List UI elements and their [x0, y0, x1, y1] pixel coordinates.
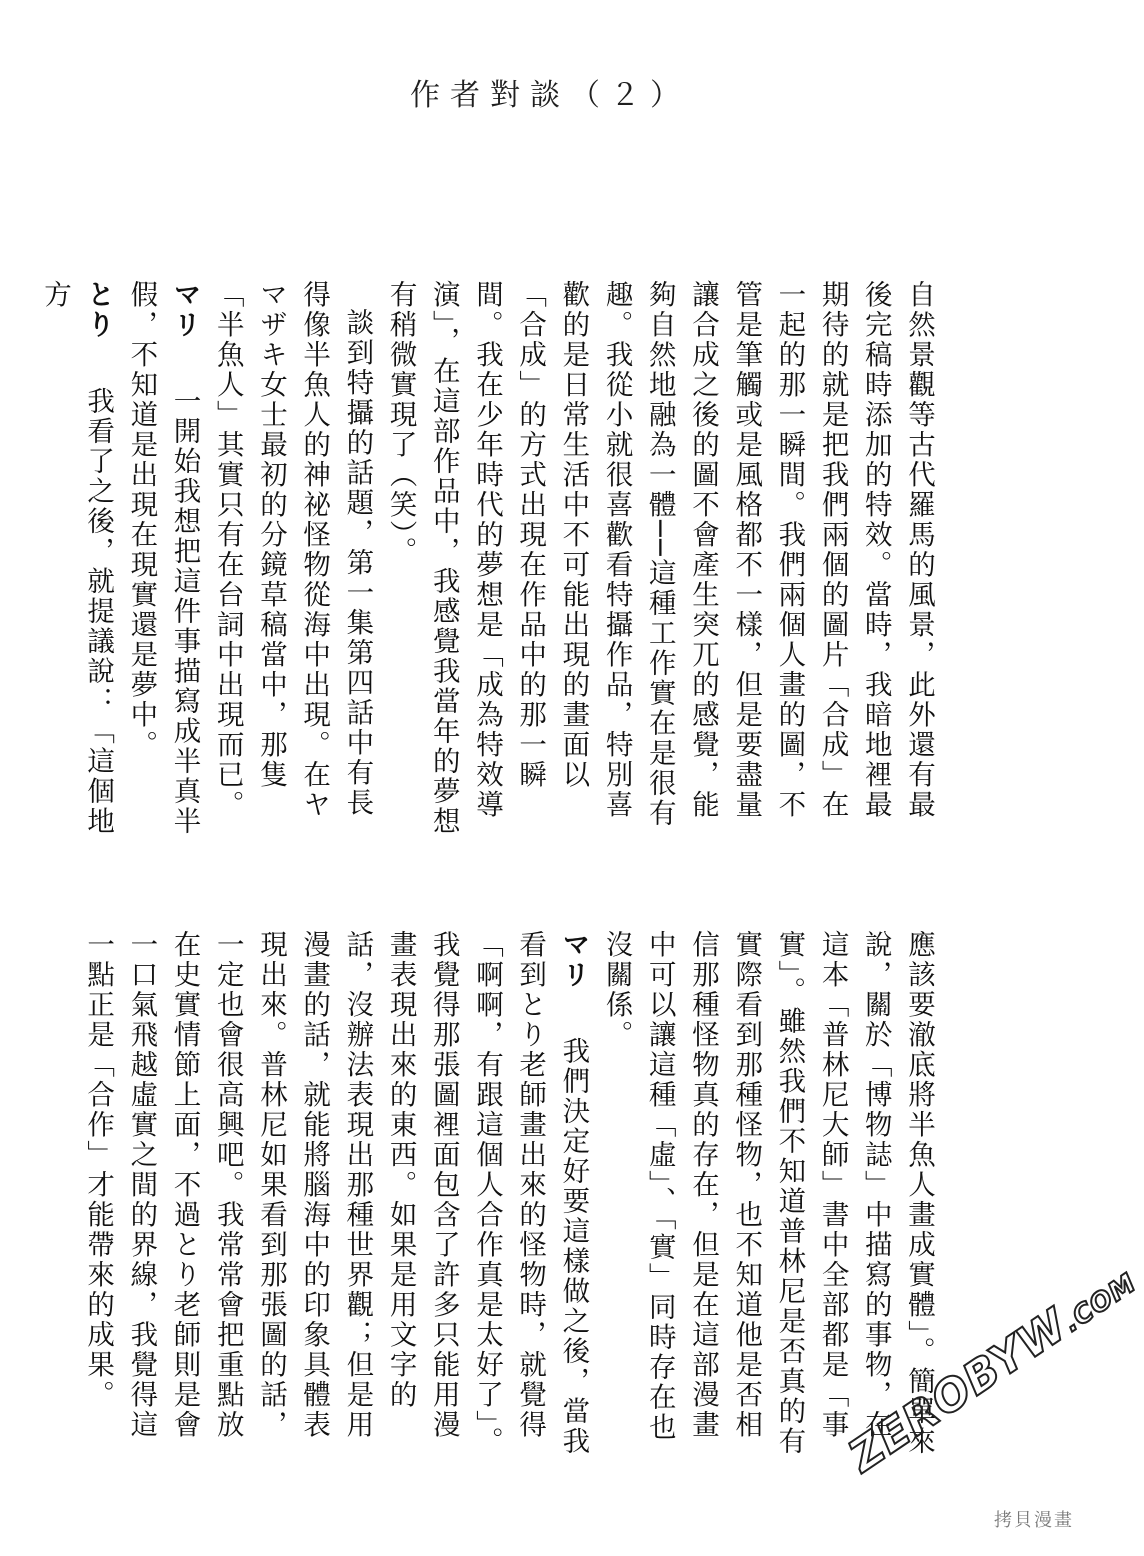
speaker-paragraph	[119, 280, 205, 840]
watermark-suffix: .COM	[1058, 1268, 1143, 1339]
paragraph: 自然景觀等古代羅馬的風景，此外還有最後完稿時添加的特效。當時，我暗地裡最期待的就是把我們兩個的圖片「合成」在一起的那一瞬間。我們兩個人畫的圖，不管是筆觸或是風格都不一樣，但是要盡量讓合成之後的圖不會產生突兀的感覺，能夠自然地融為一體──這種工作實在是很有趣。我從小就很喜歡看特攝作品，特別喜歡的是日常生活中不可能出現的畫面以「合成」的方式出現在作品中的那一瞬間。我在少年時代的夢想是「成為特效導演」，在這部作品中，我感覺我當年的夢想有稍微實現了（笑）。	[384, 280, 935, 837]
speaker-text: 我們決定好要這樣做之後，當我看到とり老師畫出來的怪物時，就覺得「啊啊，有跟這個人合作真是太好了」。我覺得那張圖裡面包含了許多只能用漫畫表現出來的東西。如果是用文字的話，沒辦法表現出那種世界觀；但是用漫畫的話，就能將腦海中的印象具體表現出來。普林尼如果看到那張圖的話，一定也會很高興吧。我常常會把重點放在史實情節上面，不過とり老師則是會一口氣飛越虛實之間的界線，我覺得這一點正是「合作」才能帶來的成果。	[82, 930, 590, 1457]
speaker-label: マリ	[168, 280, 201, 340]
speaker-text: 我看了之後，就提議說：「這個地方	[38, 280, 115, 837]
speaker-label: とり	[82, 280, 115, 340]
corner-watermark: 拷貝漫畫	[994, 1510, 1074, 1531]
speaker-paragraph	[76, 930, 594, 1460]
speaker-paragraph	[33, 280, 119, 840]
page-title: 作者對談（２）	[410, 78, 690, 113]
watermark-main: ZEROBYW	[840, 1299, 1078, 1483]
dialogue-block-top	[38, 280, 940, 840]
speaker-label: マリ	[557, 930, 590, 990]
speaker-text: 一開始我想把這件事描寫成半真半假，不知道是出現在現實還是夢中。	[125, 280, 201, 837]
paragraph: 應該要澈底將半魚人畫成實體」。簡單來說，關於「博物誌」中描寫的事物，在這本「普林尼大師」書中全部都是「事實」。雖然我們不知道普林尼是否真的有實際看到那種怪物，也不知道他是否相信那種怪物真的存在，但是在這部漫畫中可以讓這種「虛」、「實」同時存在也沒關係。	[600, 930, 935, 1457]
paragraph: 談到特攝的話題，第一集第四話中有長得像半魚人的神祕怪物從海中出現。在ヤマザキ女士最初的分鏡草稿當中，那隻「半魚人」其實只有在台詞中出現而已。	[211, 280, 374, 820]
dialogue-block-bottom	[82, 930, 940, 1460]
